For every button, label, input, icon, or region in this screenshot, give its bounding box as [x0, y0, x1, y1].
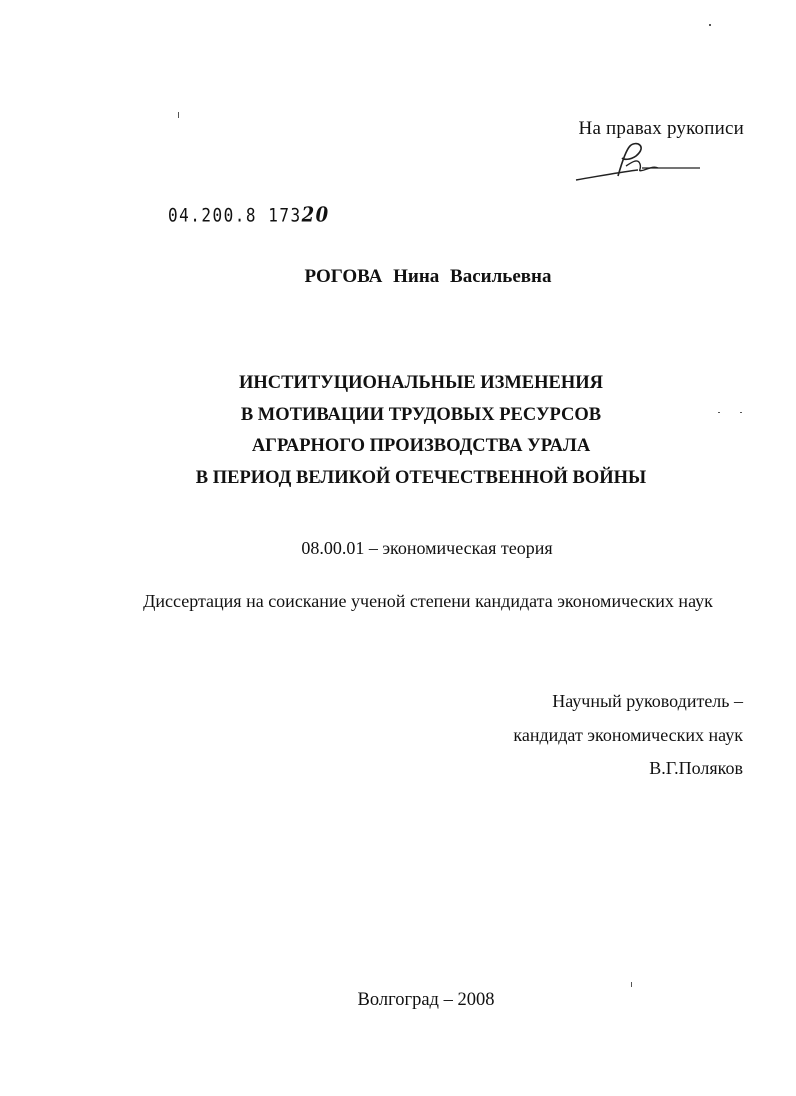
title-line: В МОТИВАЦИИ ТРУДОВЫХ РЕСУРСОВ — [240, 404, 602, 425]
specialty-code: 08.00.01 – экономическая теория — [301, 538, 553, 558]
author-name: РОГОВА Нина Васильевна — [304, 266, 552, 287]
dissertation-statement: Диссертация на соискание ученой степени кандидата экономических наук — [143, 591, 713, 611]
scan-speck — [631, 982, 632, 987]
stamp-handwritten-mark: 20 — [301, 203, 330, 228]
scan-speck — [718, 412, 720, 413]
supervisor-block — [513, 685, 743, 786]
registration-stamp — [168, 203, 330, 227]
rights-note: На правах рукописи — [578, 118, 744, 139]
scan-speck — [178, 112, 179, 118]
supervisor-degree: кандидат экономических наук — [513, 724, 743, 745]
dissertation-title — [0, 368, 796, 494]
supervisor-name: В.Г.Поляков — [649, 758, 743, 778]
title-line: ИНСТИТУЦИОНАЛЬНЫЕ ИЗМЕНЕНИЯ — [238, 373, 604, 393]
stamp-number-suffix: 173 — [268, 204, 302, 226]
city-year: Волгоград – 2008 — [357, 990, 495, 1010]
signature-icon — [570, 140, 705, 188]
scan-speck — [709, 24, 711, 26]
title-line: В ПЕРИОД ВЕЛИКОЙ ОТЕЧЕСТВЕННОЙ ВОЙНЫ — [195, 467, 647, 488]
title-line: АГРАРНОГО ПРОИЗВОДСТВА УРАЛА — [251, 436, 591, 456]
stamp-number: 04.200.8 — [168, 204, 258, 226]
scan-speck — [740, 412, 742, 413]
supervisor-role: Научный руководитель – — [552, 691, 743, 711]
